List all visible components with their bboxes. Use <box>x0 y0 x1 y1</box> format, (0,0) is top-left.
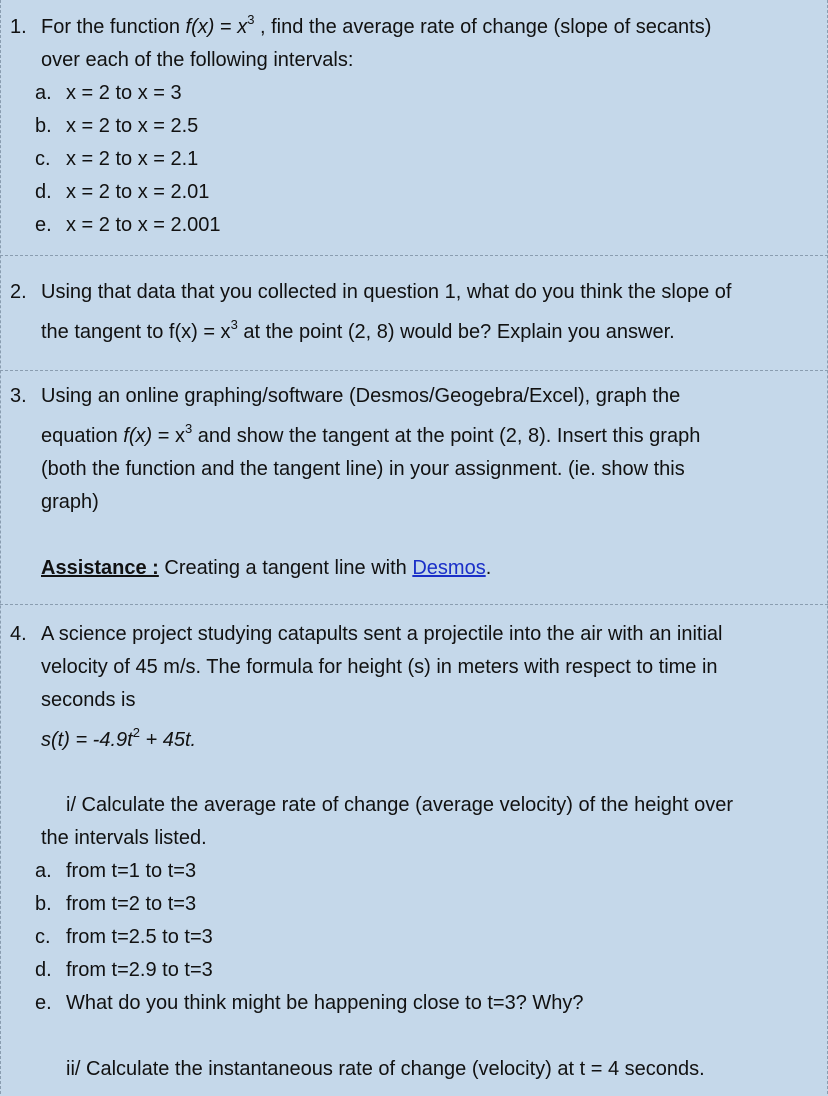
question-text: seconds is <box>41 689 136 711</box>
function-name: f <box>123 425 129 447</box>
question-text: (both the function and the tangent line) in your assignment. (ie. show this <box>41 458 685 480</box>
question-number: 3. <box>10 385 27 407</box>
question-text: the tangent to f(x) = x <box>41 321 231 343</box>
separator <box>0 370 828 371</box>
variable: x <box>237 16 248 38</box>
desmos-link[interactable]: Desmos <box>412 557 486 579</box>
question-text: Using an online graphing/software (Desmos/Geogebra/Excel), graph the <box>41 385 681 407</box>
exponent: 3 <box>247 12 255 27</box>
question-text: A science project studying catapults sent a projectile into the air with an initial <box>41 623 723 645</box>
question-text: velocity of 45 m/s. The formula for height (s) in meters with respect to time in <box>41 656 718 678</box>
part-ii-text: ii/ Calculate the instantaneous rate of change (velocity) at t = 4 seconds. <box>66 1058 705 1080</box>
part-i-text: i/ Calculate the average rate of change (average velocity) of the height over <box>66 794 734 816</box>
question-number: 4. <box>10 623 27 645</box>
exponent: 3 <box>184 421 193 436</box>
separator <box>0 604 828 605</box>
question-text: For the function <box>41 16 186 38</box>
question-text: over each of the following intervals: <box>41 49 354 71</box>
function-arg: (x) <box>128 425 153 447</box>
question-number: 1. <box>10 16 27 38</box>
assistance-label: Assistance : <box>41 557 159 579</box>
part-i-text: the intervals listed. <box>41 827 207 849</box>
question-text: graph) <box>41 491 99 513</box>
question-text: Using that data that you collected in question 1, what do you think the slope of <box>41 281 732 303</box>
function-name: f <box>185 16 192 38</box>
exponent: 2 <box>132 725 140 740</box>
exponent: 3 <box>230 317 238 332</box>
question-number: 2. <box>10 281 27 303</box>
separator <box>0 255 828 256</box>
function-arg: (x) <box>191 16 215 38</box>
